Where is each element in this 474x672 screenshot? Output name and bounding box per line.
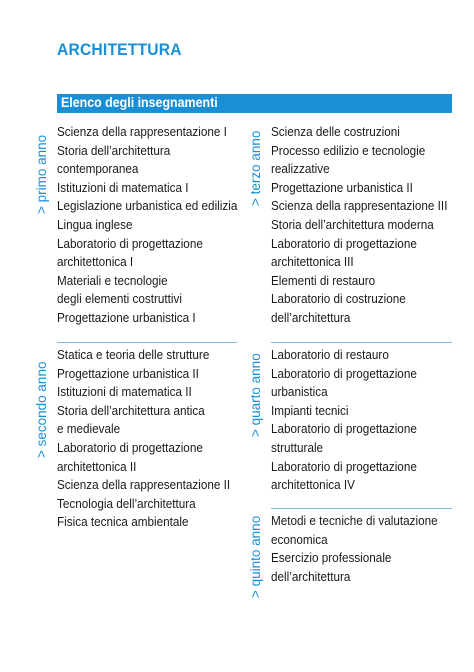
course-item: Scienza della rappresentazione I [57, 125, 227, 139]
course-item: Laboratorio di progettazione [271, 236, 417, 251]
course-item: Impianti tecnici [271, 403, 349, 418]
year-label-quarto: > quarto anno [248, 353, 263, 437]
course-item: Istituzioni di matematica I [57, 180, 189, 195]
course-item: strutturale [271, 440, 324, 455]
section-header-bar [57, 94, 452, 113]
course-item: architettonica IV [271, 478, 355, 493]
course-item: Progettazione urbanistica I [57, 310, 196, 325]
divider-left [57, 342, 237, 343]
course-item: Scienza della rappresentazione II [57, 478, 231, 493]
course-item: Storia dell’architettura [57, 143, 171, 158]
course-item: Statica e teoria delle strutture [57, 348, 210, 362]
course-item: architettonica III [271, 255, 354, 270]
course-item: economica [271, 532, 328, 547]
year-label-terzo: > terzo anno [248, 130, 263, 206]
course-item: dell’architettura [271, 569, 351, 584]
course-item: architettonica I [57, 255, 134, 270]
course-list-quarto [271, 346, 428, 495]
course-item: Laboratorio di progettazione [271, 422, 417, 437]
course-item: Storia dell’architettura moderna [271, 217, 434, 232]
course-item: dell’architettura [271, 310, 351, 325]
course-item: degli elementi costruttivi [57, 292, 182, 307]
course-item: Metodi e tecniche di valutazione [271, 514, 438, 528]
divider-right-2 [271, 508, 452, 509]
course-item: Processo edilizio e tecnologie [271, 143, 426, 158]
course-item: Laboratorio di costruzione [271, 292, 406, 307]
course-item: Legislazione urbanistica ed edilizia [57, 199, 238, 214]
course-item: Elementi di restauro [271, 273, 376, 288]
course-list-primo [57, 123, 251, 328]
course-item: Laboratorio di progettazione [271, 459, 417, 474]
course-item: Laboratorio di restauro [271, 348, 389, 362]
course-item: architettonica II [57, 459, 137, 474]
course-item: Progettazione urbanistica II [271, 180, 413, 195]
section-header-label: Elenco degli insegnamenti [61, 95, 218, 110]
course-item: Fisica tecnica ambientale [57, 515, 189, 530]
course-item: Laboratorio di progettazione [271, 366, 417, 381]
year-label-primo: > primo anno [34, 134, 49, 214]
page-title: ARCHITETTURA [57, 40, 182, 59]
course-item: Laboratorio di progettazione [57, 236, 203, 251]
course-item: Storia dell’architettura antica [57, 403, 205, 418]
course-item: e medievale [57, 422, 121, 437]
course-item: Scienza della rappresentazione III [271, 199, 448, 214]
year-label-quinto: > quinto anno [248, 515, 263, 598]
course-item: Tecnologia dell’architettura [57, 496, 196, 511]
course-item: Lingua inglese [57, 217, 133, 232]
divider-right [271, 342, 452, 343]
year-label-secondo: > secondo anno [34, 361, 49, 458]
course-item: Laboratorio di progettazione [57, 440, 203, 455]
course-item: Materiali e tecnologie [57, 273, 168, 288]
course-item: Progettazione urbanistica II [57, 366, 199, 381]
course-list-quinto [271, 512, 450, 586]
course-list-secondo [57, 346, 243, 532]
course-item: Istituzioni di matematica II [57, 385, 192, 400]
course-item: realizzative [271, 162, 330, 177]
course-item: urbanistica [271, 385, 328, 400]
course-item: Scienza delle costruzioni [271, 125, 400, 139]
course-item: contemporanea [57, 162, 139, 177]
course-list-terzo [271, 123, 461, 328]
course-item: Esercizio professionale [271, 551, 392, 566]
